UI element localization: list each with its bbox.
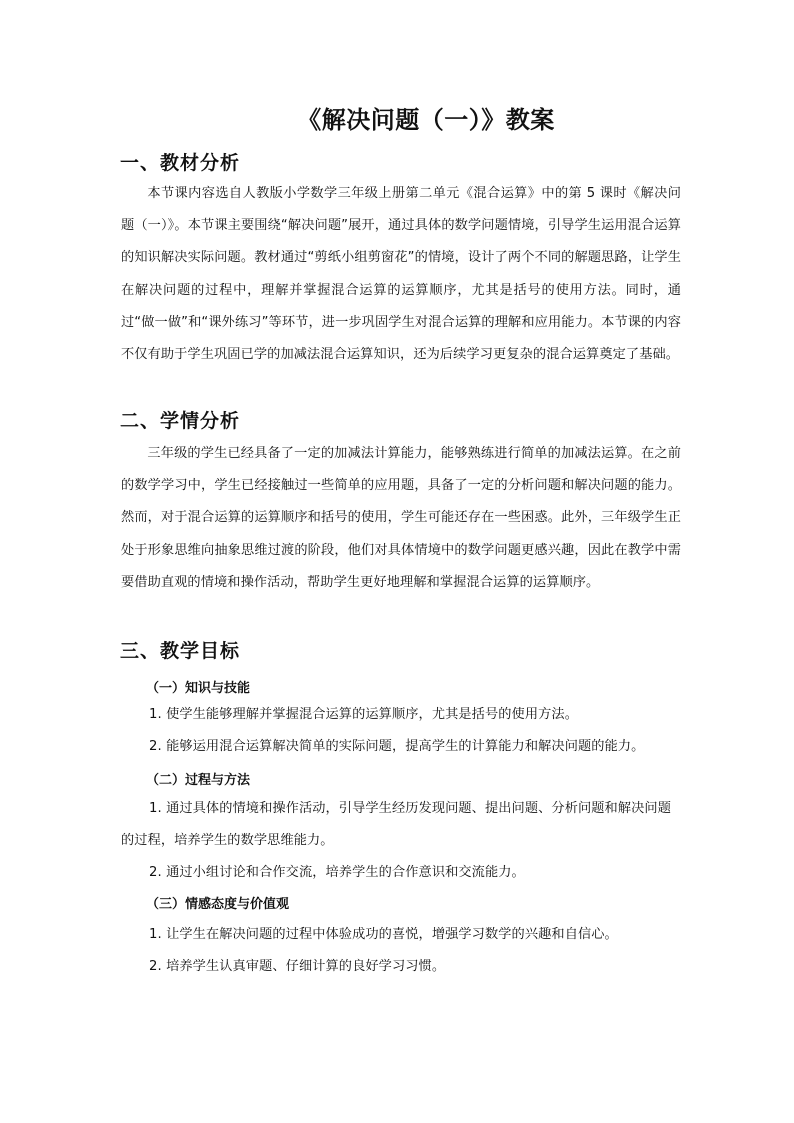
section-paragraph-learner-analysis: 三年级的学生已经具备了一定的加减法计算能力，能够熟练进行简单的加减法运算。在之前的数学学习中，学生已经接触过一些简单的应用题，具备了一定的分析问题和解决问题的能力。然而，对于混合运算的运算顺序和括号的使用，学生可能还存在一些困惑。此外，三年级学生正处于形象思维向抽象思维过渡的阶段，他们对具体情境中的数学问题更感兴趣，因此在教学中需要借助直观的情境和操作活动，帮助学生更好地理解和掌握混合运算的运算顺序。 [121, 446, 681, 590]
list-item: 2. 通过小组讨论和合作交流，培养学生的合作意识和交流能力。 [149, 865, 525, 880]
subsection-heading-process-methods: （二）过程与方法 [146, 773, 251, 788]
section-heading-teaching-goals: 三、教学目标 [120, 640, 241, 662]
section-heading-learner-analysis: 二、学情分析 [120, 410, 241, 432]
document-title: 《解决问题（一）》教案 [297, 106, 555, 134]
list-item: 2. 能够运用混合运算解决简单的实际问题，提高学生的计算能力和解决问题的能力。 [149, 739, 645, 754]
list-item: 2. 培养学生认真审题、仔细计算的良好学习习惯。 [149, 959, 446, 974]
subsection-heading-knowledge-skills: （一）知识与技能 [146, 681, 251, 696]
section-paragraph-textbook-analysis: 本节课内容选自人教版小学数学三年级上册第二单元《混合运算》中的第 5 课时《解决问题（一）》。本节课主要围绕“解决问题”展开，通过具体的数学问题情境，引导学生运用混合运算的知识解决实际问题。教材通过“剪纸小组剪窗花”的情境，设计了两个不同的解题思路，让学生在解决问题的过程中，理解并掌握混合运算的运算顺序，尤其是括号的使用方法。同时，通过“做一做”和“课外练习”等环节，进一步巩固学生对混合运算的理解和应用能力。本节课的内容不仅有助于学生巩固已学的加减法混合运算知识，还为后续学习更复杂的混合运算奠定了基础。 [121, 186, 681, 363]
section-heading-textbook-analysis: 一、教材分析 [120, 152, 241, 174]
list-item: 1. 让学生在解决问题的过程中体验成功的喜悦，增强学习数学的兴趣和自信心。 [149, 927, 618, 942]
subsection-heading-attitudes-values: （三）情感态度与价值观 [146, 897, 290, 912]
list-item: 1. 通过具体的情境和操作活动，引导学生经历发现问题、提出问题、分析问题和解决问题的过程，培养学生的数学思维能力。 [121, 801, 671, 849]
list-item: 1. 使学生能够理解并掌握混合运算的运算顺序，尤其是括号的使用方法。 [149, 707, 578, 722]
